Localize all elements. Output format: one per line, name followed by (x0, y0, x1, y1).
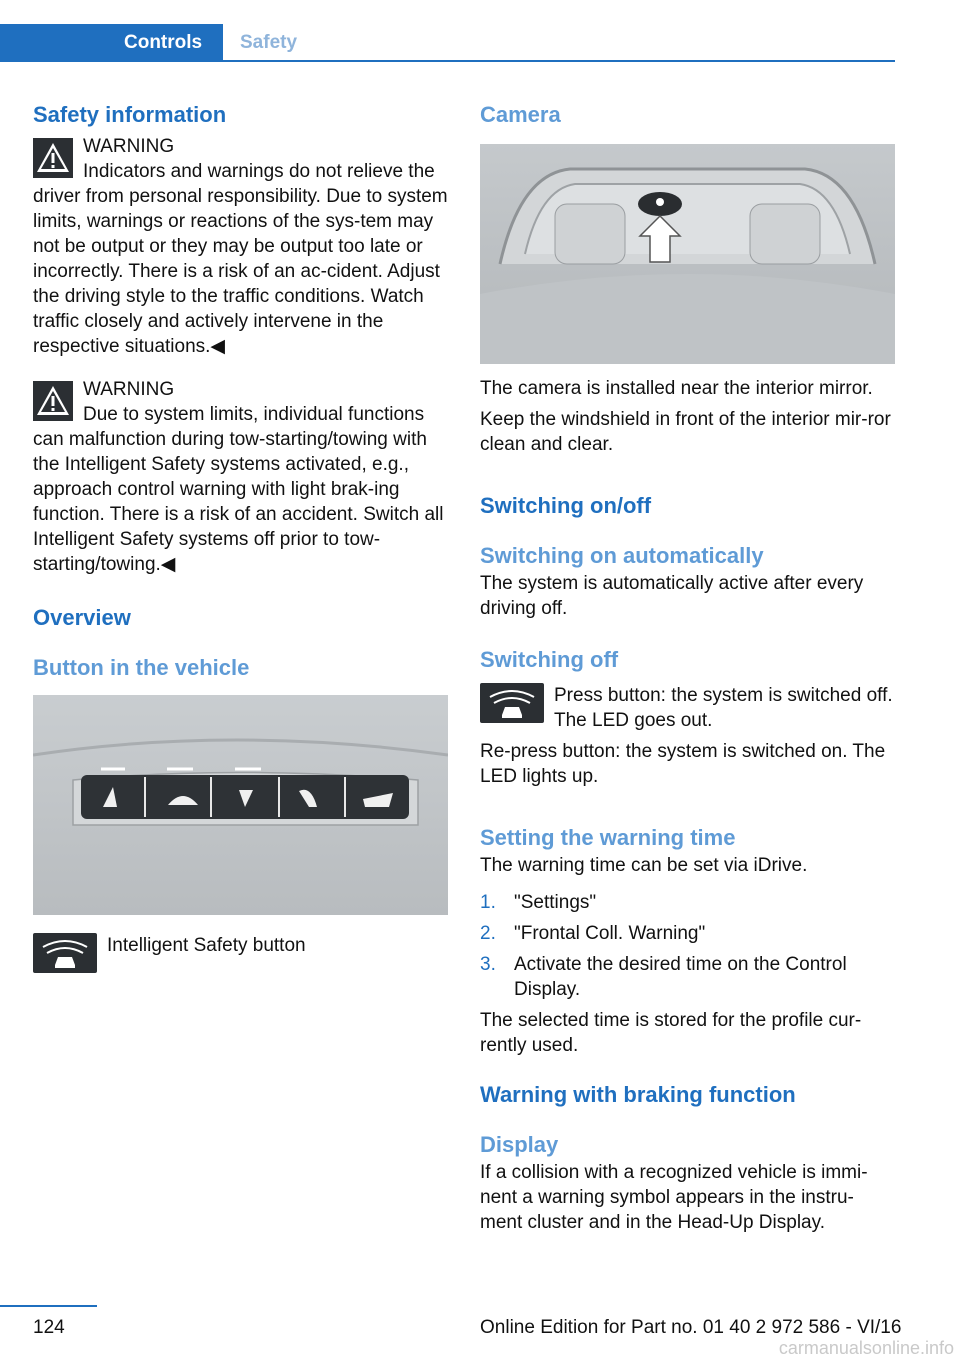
list-item: 2. "Frontal Coll. Warning" (480, 923, 706, 944)
safety-information-heading: Safety information (33, 102, 227, 127)
camera-paragraph-2: Keep the windshield in front of the interior mir‐ror clean and clear. (480, 409, 891, 455)
warning-text: Due to system limits, individual functions can malfunction during tow-starting/towing with the Intelligent Safety systems activated, e.g., approach control warning with light brak‐ing function. There is a risk of an accident. Switch all Intelligent Safety systems off prior to tow-starting/towing.◀ (33, 404, 444, 575)
tab-safety[interactable]: Safety (240, 32, 298, 53)
page-number: 124 (33, 1317, 65, 1338)
warning-block-2 (33, 377, 448, 577)
camera-paragraph-1: The camera is installed near the interior mirror. (480, 378, 873, 399)
watermark: carmanualsonline.info (778, 1338, 954, 1358)
warning-triangle-icon (33, 138, 73, 180)
re-press-text: Re-press button: the system is switched on. The LED lights up. (480, 741, 886, 787)
warning-triangle-icon (33, 381, 73, 423)
display-heading: Display (480, 1132, 559, 1157)
button-in-vehicle-heading: Button in the vehicle (33, 655, 250, 680)
warning-time-steps (480, 890, 895, 1002)
chapter-tabs (0, 24, 895, 62)
warning-text: Indicators and warnings do not relieve the driver from personal responsibility. Due to system limits, warnings or reactions of the sys‐tem may not be output or they may be output too late or incorrectly. There is a risk of an ac‐cident. Adjust the driving style to the traffic conditions. Watch traffic closely and actively intervene in the respective situations.◀ (33, 161, 448, 357)
switching-heading: Switching on/off (480, 493, 652, 518)
edition-line: Online Edition for Part no. 01 40 2 972 586 - VI/16 (480, 1317, 902, 1338)
switching-on-text: The system is automatically active after every driving off. (480, 573, 864, 619)
tab-controls[interactable]: Controls (0, 24, 223, 62)
button-caption: Intelligent Safety button (107, 935, 306, 956)
warning-block-1 (33, 134, 448, 359)
switching-off-heading: Switching off (480, 647, 619, 672)
braking-function-heading: Warning with braking function (480, 1082, 796, 1107)
warning-time-heading: Setting the warning time (480, 825, 736, 850)
list-item: 1. "Settings" (480, 892, 597, 913)
warning-time-text: The warning time can be set via iDrive. (480, 855, 808, 876)
warning-title: WARNING (83, 379, 175, 400)
footer-rule (0, 1305, 97, 1307)
button-panel-photo (33, 695, 448, 915)
switching-off-text: Press button: the system is switched off. The LED goes out. (554, 685, 893, 731)
camera-photo (480, 144, 895, 364)
camera-heading: Camera (480, 102, 561, 127)
display-text: If a collision with a recognized vehicle is immi‐nent a warning symbol appears in the instru‐ment cluster and in the Head-Up Display. (480, 1162, 868, 1233)
warning-title: WARNING (83, 136, 175, 157)
left-column (33, 100, 448, 973)
intelligent-safety-button-icon (33, 933, 97, 973)
intelligent-safety-button-icon (480, 683, 544, 723)
header-rule (0, 60, 895, 62)
switching-on-heading: Switching on automatically (480, 543, 764, 568)
switch-off-row (480, 683, 895, 733)
list-item: 3. Activate the desired time on the Control Display. (480, 954, 847, 1000)
right-column (480, 100, 895, 1235)
overview-heading: Overview (33, 605, 131, 630)
stored-time-text: The selected time is stored for the profile cur‐rently used. (480, 1010, 862, 1056)
button-caption-row (33, 933, 448, 973)
